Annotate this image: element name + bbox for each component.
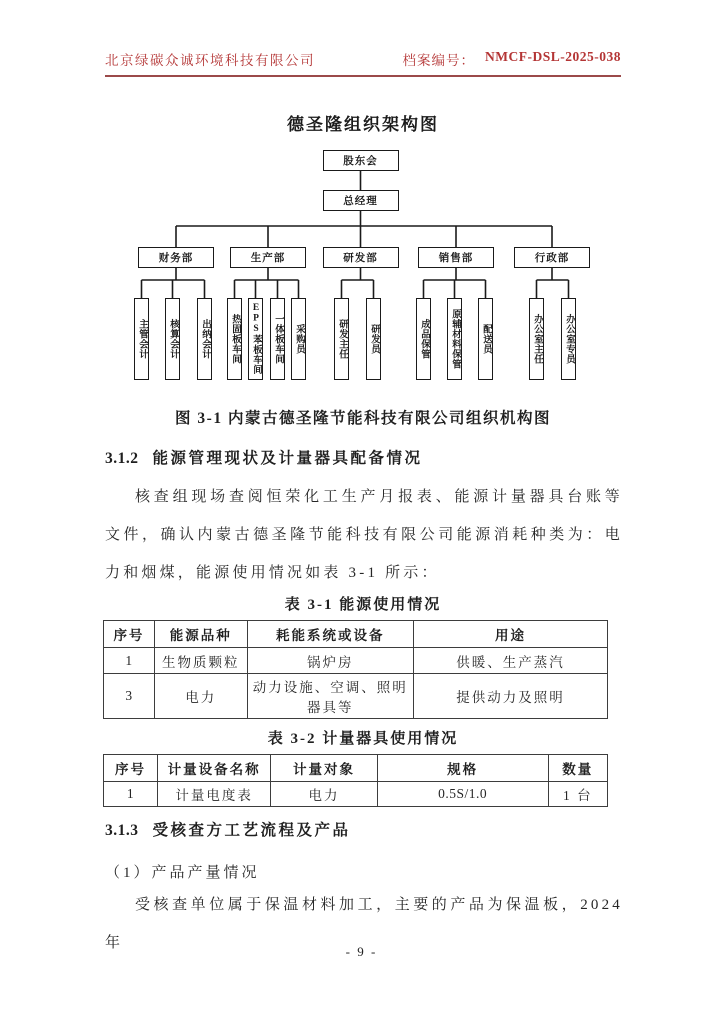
org-leaf-thermoset-workshop: 热固板车间 [227,298,242,380]
body-paragraph-1: 核查组现场查阅恒荣化工生产月报表、能源计量器具台账等文件，确认内蒙古德圣隆节能科技有限公司能源消耗种类为：电力和烟煤，能源使用情况如表 3-1 所示： [105,489,623,581]
table-row [104,648,608,674]
table-metering-devices [103,754,608,807]
table1-title: 表 3-1 能源使用情况 [284,597,442,613]
org-leaf-eps-workshop: EPS苯板车间 [248,298,263,380]
header-company-name: 北京绿碳众诚环境科技有限公司 [105,53,315,68]
org-leaf-rnd-staff: 研发员 [366,298,381,380]
table1-cell: 生物质颗粒 [154,648,247,674]
table1-cell: 电力 [154,674,247,719]
org-leaf-cost-accountant: 核算会计 [165,298,180,380]
org-chart-title: 德圣隆组织架构图 [287,115,439,134]
body-paragraph-2: 受核查单位属于保温材料加工，主要的产品为保温板，2024 年 [105,897,623,951]
table-header-row [104,621,608,648]
table1-header-index: 序号 [104,621,155,648]
table2-title: 表 3-2 计量器具使用情况 [267,731,459,747]
table2-header-spec: 规格 [377,755,548,782]
table2-header-qty: 数量 [548,755,608,782]
table1-cell: 1 [104,648,155,674]
table2-cell: 1 [104,782,158,807]
page-number: - 9 - [345,944,378,959]
section-number-312: 3.1.2 [105,450,139,467]
figure-caption: 图 3-1 内蒙古德圣隆节能科技有限公司组织机构图 [175,410,551,427]
org-box-dept-admin: 行政部 [514,247,590,268]
table-row [104,674,608,719]
table1-header-system: 耗能系统或设备 [247,621,413,648]
org-leaf-office-specialist: 办公室专员 [561,298,576,380]
table1-cell: 供暖、生产蒸汽 [413,648,607,674]
table2-header-device: 计量设备名称 [157,755,270,782]
table1-cell: 动力设施、空调、照明器具等 [247,674,413,719]
table2-header-object: 计量对象 [271,755,377,782]
table-energy-use [103,620,608,719]
org-leaf-product-keeper: 成品保管 [416,298,431,380]
table1-header-usage: 用途 [413,621,607,648]
table2-header-index: 序号 [104,755,158,782]
table-header-row [104,755,608,782]
org-leaf-purchaser: 采购员 [291,298,306,380]
table-row [104,782,608,807]
org-box-general-manager: 总经理 [323,190,399,211]
org-leaf-cashier-accountant: 出纳会计 [197,298,212,380]
org-box-shareholders: 股东会 [323,150,399,171]
org-leaf-delivery-staff: 配送员 [478,298,493,380]
section-title-313: 受核查方工艺流程及产品 [152,822,351,839]
org-chart [110,150,630,390]
org-box-dept-rnd: 研发部 [323,247,399,268]
subsection-item-1: （1）产品产量情况 [105,865,260,881]
table1-cell: 提供动力及照明 [413,674,607,719]
file-number-label: 档案编号： [402,53,475,68]
org-leaf-chief-accountant: 主管会计 [134,298,149,380]
org-box-dept-sales: 销售部 [418,247,494,268]
org-box-dept-production: 生产部 [230,247,306,268]
org-leaf-material-keeper: 原辅材料保管 [447,298,462,380]
section-heading-312 [105,446,423,468]
table1-cell: 锅炉房 [247,648,413,674]
header-file-number [403,49,622,69]
org-leaf-office-director: 办公室主任 [529,298,544,380]
table2-cell: 0.5S/1.0 [377,782,548,807]
section-number-313: 3.1.3 [105,822,139,839]
file-number-value: NMCF-DSL-2025-038 [485,49,621,64]
org-leaf-rnd-director: 研发主任 [334,298,349,380]
section-heading-313 [105,818,351,840]
table2-cell: 1 台 [548,782,608,807]
org-box-dept-finance: 财务部 [138,247,214,268]
page-header [105,48,621,77]
table1-cell: 3 [104,674,155,719]
table2-cell: 计量电度表 [157,782,270,807]
table2-cell: 电力 [271,782,377,807]
table1-header-energy: 能源品种 [154,621,247,648]
org-leaf-integrated-workshop: 一体板车间 [270,298,285,380]
section-title-312: 能源管理现状及计量器具配备情况 [152,450,423,467]
